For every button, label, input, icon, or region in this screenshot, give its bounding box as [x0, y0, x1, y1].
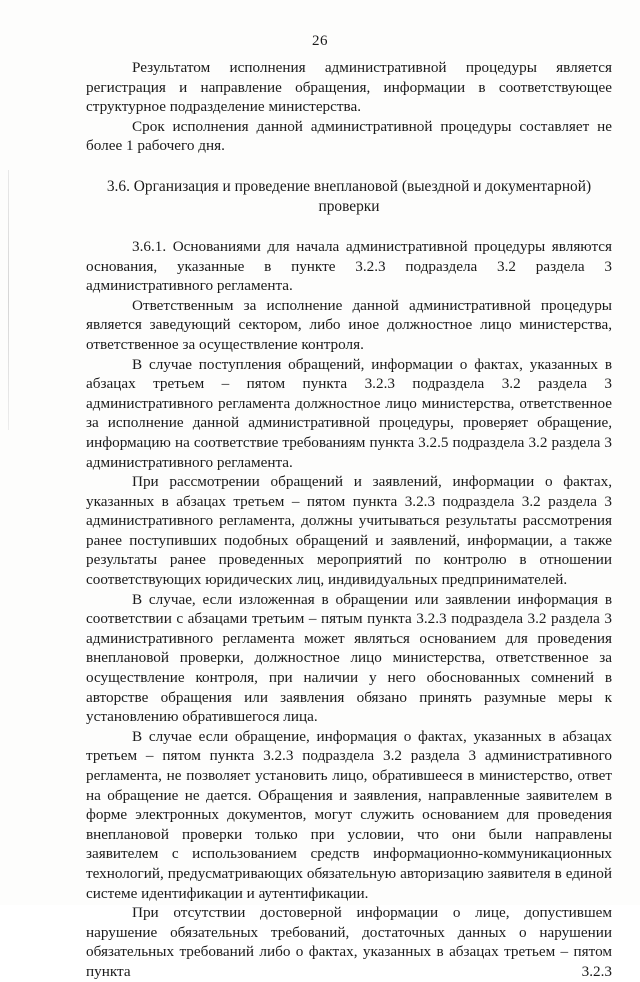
paragraph-authorship: В случае, если изложенная в обращении или заявлении информация в соответствии с абзацами третьим – пятым пункта 3.2.3 подраздела 3.2 раздела 3 административного регламента может являться основанием для проведения внеплановой проверки, должностное лицо министерства, ответственное за осуществление контроля, при наличии у него обоснованных сомнений в авторстве обращения или заявления обязано принять разумные меры к установлению обратившегося лица.: [86, 590, 612, 726]
paragraph-insufficient-info: При отсутствии достоверной информации о лице, допустившем нарушение обязательных требований, достаточных данных о нарушении обязательных требований либо о фактах, указанных в абзацах третьем – пятом пункта 3.2.3: [86, 904, 612, 980]
scan-edge-mark: [8, 170, 9, 430]
paragraph-result: Результатом исполнения административной процедуры является регистрация и направление обращения, информации в соответствующее структурное подразделение министерства.: [86, 59, 612, 116]
paragraph-responsible: Ответственным за исполнение данной административной процедуры является заведующий сектором, либо иное должностное лицо министерства, ответственное за осуществление контроля.: [86, 296, 612, 353]
page-number: 26: [312, 33, 328, 49]
section-title-tail: проверки: [318, 197, 380, 215]
section-heading: [86, 177, 612, 217]
paragraph-receipt: В случае поступления обращений, информации о фактах, указанных в абзацах третьем – пятом пункта 3.2.3 подраздела 3.2 раздела 3 административного регламента должностное лицо министерства, ответственное за исполнение данной административной процедуры, проверяет обращение, информацию на соответствие требованиям пункта 3.2.5 подраздела 3.2 раздела 3 административного регламента.: [86, 355, 612, 471]
paragraph-3-6-1: 3.6.1. Основаниями для начала административной процедуры являются основания, указанные в пункте 3.2.3 подраздела 3.2 раздела 3 административного регламента.: [86, 237, 612, 295]
paragraph-anonymous: В случае если обращение, информация о фактах, указанных в абзацах третьем – пятом пункта 3.2.3 подраздела 3.2 раздела 3 административного регламента, не позволяет установить лицо, обратившееся в министерство, ответ на обращение не дается. Обращения и заявления, направленные заявителем в форме электронных документов, могут служить основанием для проведения внеплановой проверки только при условии, что они были направлены заявителем с использованием средств информационно-коммуникационных технологий, предусматривающих обязательную авторизацию заявителя в единой системе идентификации и аутентификации.: [86, 727, 612, 902]
document-body: [86, 58, 612, 982]
paragraph-deadline: Срок исполнения данной административной процедуры составляет не более 1 рабочего дня.: [86, 117, 612, 155]
paragraph-review: При рассмотрении обращений и заявлений, информации о фактах, указанных в абзацах третьем – пятом пункта 3.2.3 подраздела 3.2 раздела 3 административного регламента, должны учитываться результаты рассмотрения ранее поступивших подобных обращений и заявлений, информации, а также результаты ранее проведенных мероприятий по контролю в отношении соответствующих юридических лиц, индивидуальных предпринимателей.: [86, 473, 612, 589]
section-title: 3.6. Организация и проведение внеплановой (выездной и документарной): [106, 177, 592, 195]
